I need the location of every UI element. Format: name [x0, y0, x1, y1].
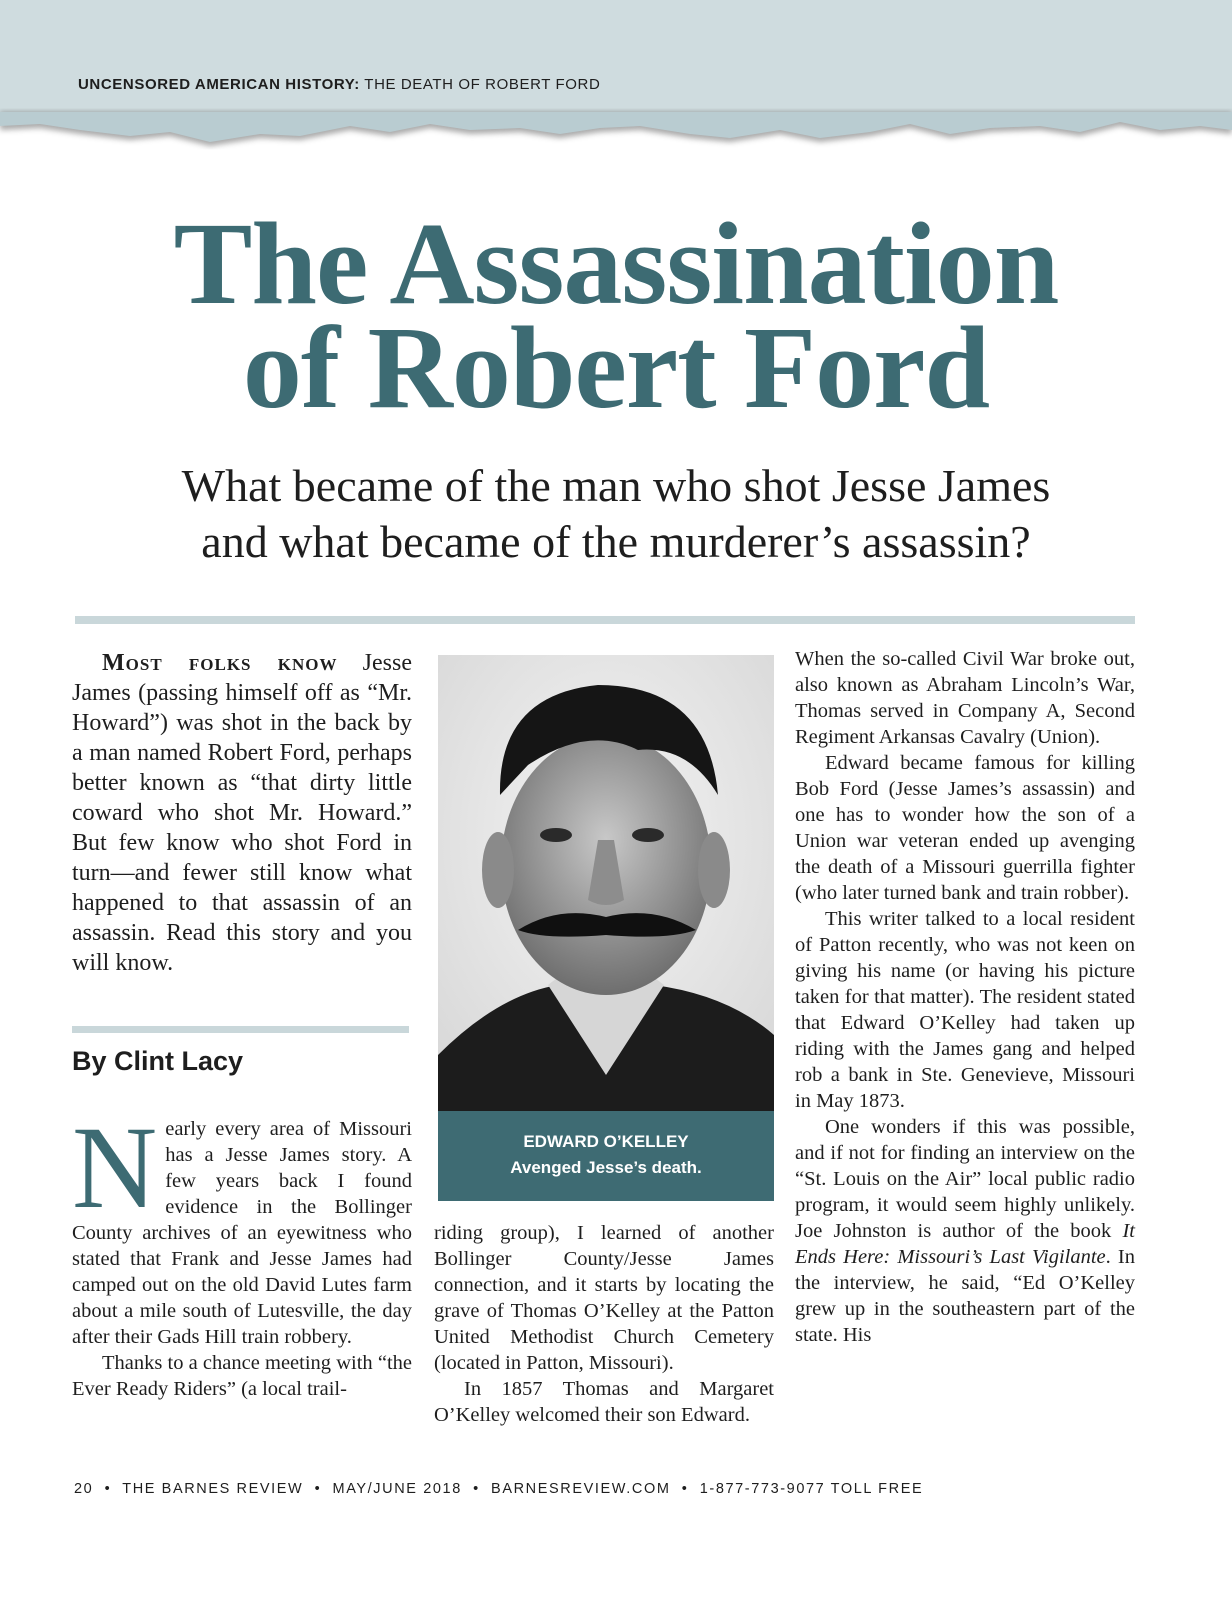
- section-kicker: [78, 76, 600, 93]
- book-title: It Ends Here: Missouri’s Last Vigilante: [795, 1220, 1135, 1268]
- caption-text: Avenged Jesse’s death.: [510, 1158, 702, 1177]
- article-subtitle: [0, 458, 1232, 570]
- body-paragraph: When the so-called Civil War broke out, also known as Abraham Lincoln’s War, Thomas served in Company A, Second Regiment Arkansas Cavalry (Union).: [795, 648, 1135, 748]
- page-footer: 20 • THE BARNES REVIEW • MAY/JUNE 2018 • BARNESREVIEW.COM • 1-877-773-9077 TOLL FREE: [74, 1481, 924, 1497]
- column-3: [795, 646, 1135, 1348]
- body-paragraph: early every area of Missouri has a Jesse James story. A few years back I found evidence in the Bollinger County archives of an eyewitness who stated that Frank and Jesse James had camped out on the old David Lutes farm about a mile south of Lutesville, the day after their Gads Hill train robbery.: [72, 1118, 412, 1348]
- body-paragraph: Thanks to a chance meeting with “the Ever Ready Riders” (a local trail-: [72, 1352, 412, 1400]
- kicker-topic: THE DEATH OF ROBERT FORD: [359, 76, 601, 93]
- column-1: [72, 1102, 412, 1402]
- kicker-series: UNCENSORED AMERICAN HISTORY:: [78, 76, 360, 93]
- title-line-1: The Assassination: [173, 198, 1059, 329]
- body-paragraph: This writer talked to a local resident of Patton recently, who was not keen on giving his name (or having his picture taken for that matter). The resident stated that Edward O’Kelley had taken up riding with the James gang and helped rob a bank in Ste. Genevieve, Missouri in May 1873.: [795, 908, 1135, 1112]
- body-paragraph: Edward became famous for killing Bob Ford (Jesse James’s assassin) and one has to wonder how the son of a Union war veteran ended up avenging the death of a Missouri guerrilla fighter (who later turned bank and train robber).: [795, 752, 1135, 904]
- lede-paragraph: [72, 648, 412, 978]
- byline-divider: [72, 1026, 409, 1033]
- title-line-2: of Robert Ford: [242, 302, 990, 433]
- body-paragraph: In 1857 Thomas and Margaret O’Kelley welcomed their son Edward.: [434, 1378, 774, 1426]
- drop-cap: N: [72, 1102, 158, 1233]
- lede-text: Jesse James (passing himself off as “Mr. Howard”) was shot in the back by a man named Robert Ford, perhaps better known as “that dirty little coward who shot Mr. Howard.” But few know who shot Ford in turn—and fewer still know what happened to that assassin of an assassin. Read this story and you will know.: [72, 650, 412, 976]
- body-paragraph: [795, 1114, 1135, 1348]
- portrait-photo-edward-okelley: [438, 655, 774, 1111]
- lede-smallcaps: Most folks know: [102, 650, 338, 676]
- section-divider: [75, 616, 1135, 624]
- text-run: . In the interview, he said, “Ed O’Kelley grew up in the southeastern part of the state. His: [795, 1246, 1135, 1346]
- subtitle-line-1: What became of the man who shot Jesse James: [181, 460, 1051, 511]
- article-title: [0, 198, 1232, 433]
- byline: By Clint Lacy: [72, 1046, 244, 1076]
- column-2: [434, 1220, 774, 1428]
- body-paragraph: riding group), I learned of another Bollinger County/Jesse James connection, and it starts by locating the grave of Thomas O’Kelley at the Patton United Methodist Church Cemetery (located in Patton, Missouri).: [434, 1222, 774, 1374]
- caption-name: EDWARD O’KELLEY: [523, 1132, 689, 1151]
- photo-caption: [438, 1111, 774, 1201]
- subtitle-line-2: and what became of the murderer’s assassin?: [201, 516, 1031, 567]
- text-run: One wonders if this was possible, and if not for finding an interview on the “St. Louis on the Air” local public radio program, it would seem highly unlikely. Joe Johnston is author of the book: [795, 1116, 1135, 1242]
